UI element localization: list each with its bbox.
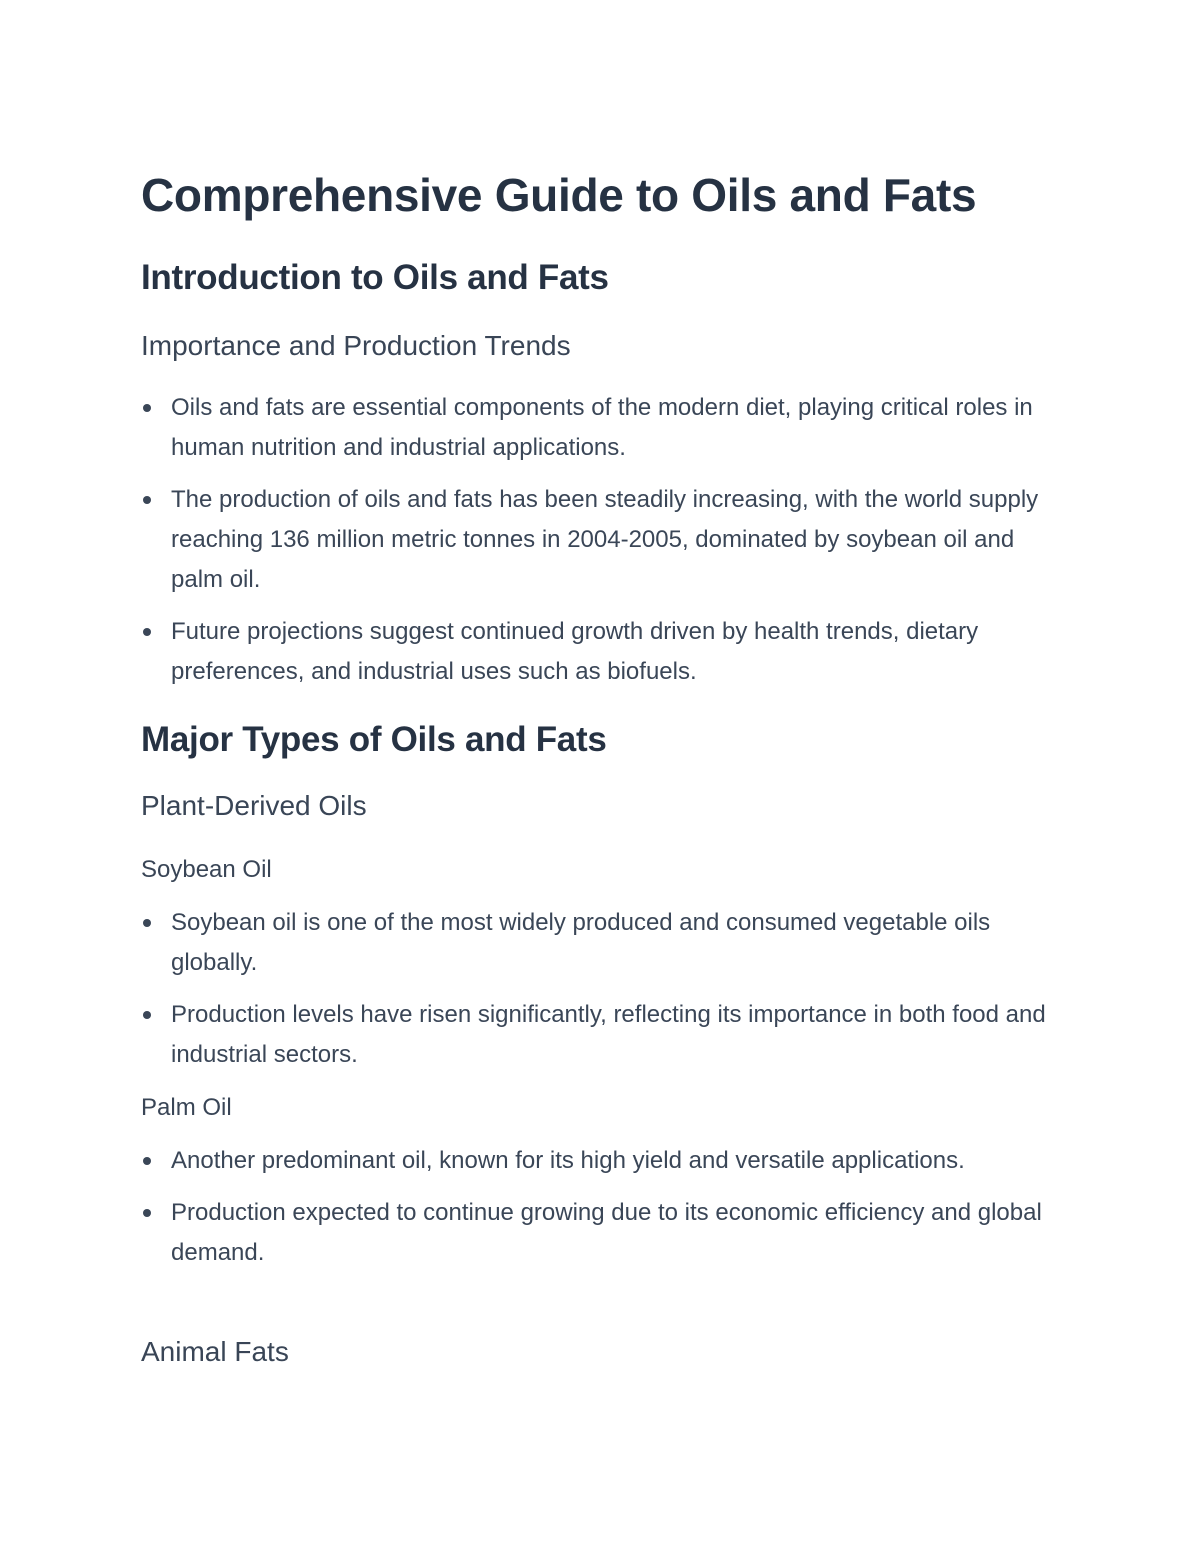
bullet-icon [143,496,151,504]
bullet-list-palm-oil [141,1141,1071,1285]
list-item: Another predominant oil, known for its high yield and versatile applications. [141,1141,1071,1181]
subheading-plant-derived-oils: Plant-Derived Oils [141,790,367,821]
group-title-soybean-oil: Soybean Oil [141,856,272,883]
subheading-animal-fats: Animal Fats [141,1336,289,1367]
list-item: Production expected to continue growing due to its economic efficiency and global demand. [141,1193,1071,1273]
list-item: Future projections suggest continued growth driven by health trends, dietary preferences, and industrial uses such as biofuels. [141,612,1071,692]
subheading-importance-production-trends: Importance and Production Trends [141,330,571,361]
section-heading-major-types: Major Types of Oils and Fats [141,720,607,759]
bullet-icon [143,1011,151,1019]
list-item: The production of oils and fats has been steadily increasing, with the world supply reaching 136 million metric tonnes in 2004-2005, dominated by soybean oil and palm oil. [141,480,1071,600]
list-item: Oils and fats are essential components of the modern diet, playing critical roles in human nutrition and industrial applications. [141,388,1071,468]
list-item: Production levels have risen significantly, reflecting its importance in both food and industrial sectors. [141,995,1071,1075]
document-title: Comprehensive Guide to Oils and Fats [141,169,977,221]
group-title-palm-oil: Palm Oil [141,1094,232,1121]
section-heading-introduction: Introduction to Oils and Fats [141,258,609,297]
bullet-list-soybean-oil [141,903,1071,1087]
list-item: Soybean oil is one of the most widely produced and consumed vegetable oils globally. [141,903,1071,983]
bullet-icon [143,628,151,636]
bullet-list-introduction [141,388,1071,704]
bullet-icon [143,919,151,927]
bullet-icon [143,1209,151,1217]
bullet-icon [143,1157,151,1165]
bullet-icon [143,404,151,412]
